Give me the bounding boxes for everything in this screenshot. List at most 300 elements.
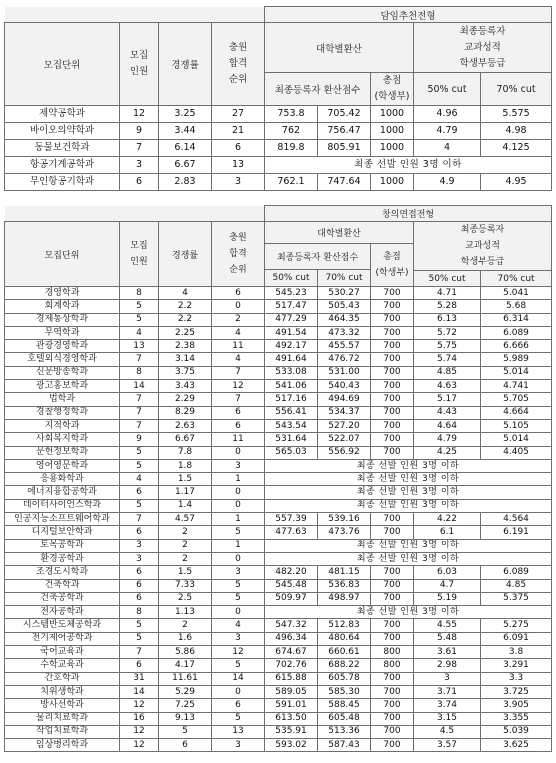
- cut50-cell: 762: [265, 123, 318, 140]
- grade-cut70-cell: 5.68: [481, 300, 552, 313]
- unit-cell: 관광경영학과: [5, 340, 120, 353]
- grade-cut70-cell: 5.014: [481, 366, 552, 379]
- table-row: [5, 513, 552, 526]
- rank-cell: 7: [212, 393, 265, 406]
- quota-cell: 8: [120, 366, 159, 379]
- quota-cell: 5: [120, 619, 159, 632]
- cut70-cell: 756.47: [318, 123, 371, 140]
- total-cell: 1000: [371, 140, 414, 157]
- total-cell: 700: [371, 632, 414, 645]
- table-row: [5, 157, 552, 174]
- header-unit: 모집단위: [5, 23, 120, 106]
- quota-cell: 5: [120, 459, 159, 472]
- ratio-cell: 9.13: [159, 712, 212, 725]
- grade-cut50-cell: 4.79: [414, 123, 481, 140]
- grade-cut70-cell: 4.405: [481, 446, 552, 459]
- quota-cell: 6: [120, 526, 159, 539]
- ratio-cell: 3.43: [159, 380, 212, 393]
- grade-cut50-cell: 3.74: [414, 699, 481, 712]
- grade-cut70-cell: 4.564: [481, 513, 552, 526]
- quota-cell: 6: [120, 592, 159, 605]
- table-row: [5, 123, 552, 140]
- quota-cell: 12: [120, 739, 159, 752]
- table-row: [5, 419, 552, 432]
- grade-cut70-cell: 4.125: [481, 140, 552, 157]
- grade-cut70-cell: 5.989: [481, 353, 552, 366]
- cut50-cell: 491.64: [265, 353, 318, 366]
- unit-cell: 호텔외식경영학과: [5, 353, 120, 366]
- grade-cut50-cell: 4.96: [414, 106, 481, 123]
- total-cell: 700: [371, 419, 414, 432]
- cut50-cell: 477.29: [265, 313, 318, 326]
- blank-header: [5, 206, 265, 222]
- table-row: [5, 552, 552, 565]
- unit-cell: 작업치료학과: [5, 725, 120, 738]
- table-creative-interview: [4, 205, 552, 752]
- grade-cut50-cell: 5.72: [414, 326, 481, 339]
- grade-cut50-cell: 5.75: [414, 340, 481, 353]
- grade-cut50-cell: 6.1: [414, 526, 481, 539]
- rank-cell: 0: [212, 446, 265, 459]
- quota-cell: 6: [120, 566, 159, 579]
- cut50-cell: 753.8: [265, 106, 318, 123]
- ratio-cell: 2.38: [159, 340, 212, 353]
- cut70-cell: 539.16: [318, 513, 371, 526]
- cut70-cell: 464.35: [318, 313, 371, 326]
- total-cell: 700: [371, 326, 414, 339]
- total-cell: 1000: [371, 123, 414, 140]
- rank-cell: 4: [212, 619, 265, 632]
- grade-cut50-cell: 4: [414, 140, 481, 157]
- grade-cut50-cell: 5.17: [414, 393, 481, 406]
- cut70-cell: 513.36: [318, 725, 371, 738]
- cut50-cell: 517.16: [265, 393, 318, 406]
- header-cut70: 70% cut: [318, 269, 371, 287]
- cut50-cell: 593.02: [265, 739, 318, 752]
- table-row: [5, 672, 552, 685]
- rank-cell: 0: [212, 606, 265, 619]
- ratio-cell: 2: [159, 552, 212, 565]
- unit-cell: 전기제어공학과: [5, 632, 120, 645]
- unit-cell: 물리치료학과: [5, 712, 120, 725]
- table-row: [5, 632, 552, 645]
- quota-cell: 14: [120, 685, 159, 698]
- unit-cell: 임상병리학과: [5, 739, 120, 752]
- unit-cell: 법학과: [5, 393, 120, 406]
- quota-cell: 7: [120, 140, 159, 157]
- quota-cell: 14: [120, 380, 159, 393]
- quota-cell: 13: [120, 340, 159, 353]
- cut50-cell: 545.23: [265, 287, 318, 300]
- cut50-cell: 589.05: [265, 685, 318, 698]
- note-cell: 최종 선발 인원 3명 이하: [265, 473, 552, 486]
- rank-cell: 3: [212, 459, 265, 472]
- total-cell: 700: [371, 353, 414, 366]
- note-cell: 최종 선발 인원 3명 이하: [265, 539, 552, 552]
- quota-cell: 5: [120, 313, 159, 326]
- header-grade-cut70: 70% cut: [481, 73, 552, 106]
- total-cell: 700: [371, 685, 414, 698]
- ratio-cell: 7.25: [159, 699, 212, 712]
- grade-cut50-cell: 4.64: [414, 419, 481, 432]
- grade-cut50-cell: 5.74: [414, 353, 481, 366]
- total-cell: 700: [371, 739, 414, 752]
- header-total-text: 총점 (학생부): [375, 252, 409, 278]
- unit-cell: 건축공학과: [5, 592, 120, 605]
- quota-cell: 7: [120, 393, 159, 406]
- unit-cell: 경찰행정학과: [5, 406, 120, 419]
- rank-cell: 0: [212, 685, 265, 698]
- grade-cut50-cell: 4.22: [414, 513, 481, 526]
- unit-cell: 간호학과: [5, 672, 120, 685]
- cut50-cell: 496.34: [265, 632, 318, 645]
- header-rank: [212, 222, 265, 287]
- note-cell: 최종 선발 인원 3명 이하: [265, 499, 552, 512]
- cut50-cell: 477.63: [265, 526, 318, 539]
- cut70-cell: 505.43: [318, 300, 371, 313]
- rank-cell: 21: [212, 123, 265, 140]
- grade-cut50-cell: 4.71: [414, 287, 481, 300]
- rank-cell: 13: [212, 725, 265, 738]
- grade-cut50-cell: 6.13: [414, 313, 481, 326]
- ratio-cell: 1.5: [159, 566, 212, 579]
- total-cell: 700: [371, 287, 414, 300]
- rank-cell: 5: [212, 712, 265, 725]
- grade-cut70-cell: 5.375: [481, 592, 552, 605]
- cut50-cell: 819.8: [265, 140, 318, 157]
- unit-cell: 영어영문학과: [5, 459, 120, 472]
- grade-cut70-cell: 6.666: [481, 340, 552, 353]
- total-cell: 700: [371, 406, 414, 419]
- ratio-cell: 4.17: [159, 659, 212, 672]
- unit-cell: 사회복지학과: [5, 433, 120, 446]
- cut70-cell: 556.92: [318, 446, 371, 459]
- unit-cell: 경제통상학과: [5, 313, 120, 326]
- rank-cell: 0: [212, 300, 265, 313]
- grade-cut70-cell: 6.191: [481, 526, 552, 539]
- grade-cut50-cell: 5.19: [414, 592, 481, 605]
- cut70-cell: 705.42: [318, 106, 371, 123]
- cut70-cell: 587.43: [318, 739, 371, 752]
- quota-cell: 16: [120, 712, 159, 725]
- unit-cell: 바이오의약학과: [5, 123, 120, 140]
- grade-cut70-cell: 5.041: [481, 287, 552, 300]
- header-grade-text: 최종등록자 교과성적 학생부등급: [460, 225, 505, 267]
- header-final-converted: 최종등록자 환산점수: [265, 73, 371, 106]
- cut70-cell: 480.64: [318, 632, 371, 645]
- cut70-cell: 527.20: [318, 419, 371, 432]
- header-quota-text: 모집 인원: [129, 50, 149, 77]
- header-grade-cut50: 50% cut: [414, 73, 481, 106]
- ratio-cell: 2.2: [159, 313, 212, 326]
- quota-cell: 7: [120, 513, 159, 526]
- grade-cut70-cell: 5.014: [481, 433, 552, 446]
- cut50-cell: 531.64: [265, 433, 318, 446]
- ratio-cell: 1.6: [159, 632, 212, 645]
- ratio-cell: 1.17: [159, 486, 212, 499]
- ratio-cell: 7.33: [159, 579, 212, 592]
- rank-cell: 6: [212, 140, 265, 157]
- unit-cell: 지적학과: [5, 419, 120, 432]
- cut50-cell: 615.88: [265, 672, 318, 685]
- unit-cell: 신문방송학과: [5, 366, 120, 379]
- cut50-cell: 491.54: [265, 326, 318, 339]
- grade-cut50-cell: 5.28: [414, 300, 481, 313]
- ratio-cell: 2.83: [159, 174, 212, 191]
- quota-cell: 3: [120, 157, 159, 174]
- unit-cell: 조경도시학과: [5, 566, 120, 579]
- grade-cut70-cell: 3.625: [481, 739, 552, 752]
- header-grade-text: 최종등록자 교과성적 학생부등급: [459, 25, 506, 69]
- table-row: [5, 353, 552, 366]
- cut50-cell: 547.32: [265, 619, 318, 632]
- grade-cut70-cell: 6.089: [481, 326, 552, 339]
- table-row: [5, 313, 552, 326]
- quota-cell: 5: [120, 499, 159, 512]
- table-row: [5, 140, 552, 157]
- unit-cell: 전자공학과: [5, 606, 120, 619]
- note-cell: 최종 선발 인원 3명 이하: [265, 486, 552, 499]
- grade-cut70-cell: 5.105: [481, 419, 552, 432]
- note-cell: 최종 선발 인원 3명 이하: [265, 459, 552, 472]
- rank-cell: 3: [212, 632, 265, 645]
- ratio-cell: 5: [159, 725, 212, 738]
- unit-cell: 무인항공기학과: [5, 174, 120, 191]
- header-grade-cut70: 70% cut: [481, 271, 552, 287]
- total-cell: 700: [371, 699, 414, 712]
- total-cell: 700: [371, 672, 414, 685]
- unit-cell: 시스템반도체공학과: [5, 619, 120, 632]
- grade-cut70-cell: 3.291: [481, 659, 552, 672]
- total-cell: 700: [371, 619, 414, 632]
- cut70-cell: 660.61: [318, 646, 371, 659]
- unit-cell: 국어교육과: [5, 646, 120, 659]
- rank-cell: 3: [212, 174, 265, 191]
- header-total-text: 총점 (학생부): [374, 75, 410, 102]
- quota-cell: 5: [120, 446, 159, 459]
- rank-cell: 1: [212, 513, 265, 526]
- note-cell: 최종 선발 인원 3명 이하: [265, 606, 552, 619]
- grade-cut50-cell: 4.43: [414, 406, 481, 419]
- cut50-cell: 535.91: [265, 725, 318, 738]
- cut50-cell: 762.1: [265, 174, 318, 191]
- rank-cell: 14: [212, 672, 265, 685]
- header-quota: [120, 222, 159, 287]
- rank-cell: 11: [212, 433, 265, 446]
- cut70-cell: 473.32: [318, 326, 371, 339]
- ratio-cell: 1.4: [159, 499, 212, 512]
- quota-cell: 12: [120, 725, 159, 738]
- rank-cell: 13: [212, 157, 265, 174]
- grade-cut70-cell: 4.85: [481, 579, 552, 592]
- table-row: [5, 174, 552, 191]
- cut70-cell: 473.76: [318, 526, 371, 539]
- ratio-cell: 2.29: [159, 393, 212, 406]
- grade-cut70-cell: 3.905: [481, 699, 552, 712]
- cut50-cell: 556.41: [265, 406, 318, 419]
- header-converted: 대학별환산: [265, 23, 414, 73]
- unit-cell: 디지털보안학과: [5, 526, 120, 539]
- table-teacher-recommendation: [4, 6, 552, 191]
- ratio-cell: 3.44: [159, 123, 212, 140]
- unit-cell: 에너지융합공학과: [5, 486, 120, 499]
- header-rank-text: 충원 합격 순위: [229, 233, 247, 275]
- quota-cell: 8: [120, 287, 159, 300]
- table-row: [5, 659, 552, 672]
- rank-cell: 1: [212, 539, 265, 552]
- total-cell: 700: [371, 526, 414, 539]
- ratio-cell: 2: [159, 619, 212, 632]
- table-row: [5, 380, 552, 393]
- rank-cell: 5: [212, 579, 265, 592]
- header-ratio: 경쟁률: [159, 222, 212, 287]
- grade-cut50-cell: 4.7: [414, 579, 481, 592]
- table-row: [5, 539, 552, 552]
- quota-cell: 6: [120, 579, 159, 592]
- total-cell: 700: [371, 566, 414, 579]
- ratio-cell: 2: [159, 526, 212, 539]
- grade-cut70-cell: 5.275: [481, 619, 552, 632]
- total-cell: 1000: [371, 174, 414, 191]
- quota-cell: 8: [120, 606, 159, 619]
- ratio-cell: 11.61: [159, 672, 212, 685]
- quota-cell: 5: [120, 632, 159, 645]
- ratio-cell: 4.57: [159, 513, 212, 526]
- unit-cell: 항공기계공학과: [5, 157, 120, 174]
- grade-cut50-cell: 3.71: [414, 685, 481, 698]
- quota-cell: 7: [120, 406, 159, 419]
- cut50-cell: 543.54: [265, 419, 318, 432]
- total-cell: 1000: [371, 106, 414, 123]
- table-row: [5, 646, 552, 659]
- rank-cell: 27: [212, 106, 265, 123]
- grade-cut70-cell: 3.355: [481, 712, 552, 725]
- table-row: [5, 685, 552, 698]
- cut70-cell: 481.15: [318, 566, 371, 579]
- rank-cell: 4: [212, 353, 265, 366]
- grade-cut70-cell: 4.95: [481, 174, 552, 191]
- table-row: [5, 340, 552, 353]
- unit-cell: 동물보건학과: [5, 140, 120, 157]
- cut70-cell: 585.30: [318, 685, 371, 698]
- ratio-cell: 3.14: [159, 353, 212, 366]
- quota-cell: 7: [120, 419, 159, 432]
- ratio-cell: 4: [159, 287, 212, 300]
- cut50-cell: 545.48: [265, 579, 318, 592]
- ratio-cell: 1.13: [159, 606, 212, 619]
- quota-cell: 3: [120, 539, 159, 552]
- table-row: [5, 446, 552, 459]
- cut70-cell: 455.57: [318, 340, 371, 353]
- cut50-cell: 482.20: [265, 566, 318, 579]
- cut70-cell: 512.83: [318, 619, 371, 632]
- total-cell: 700: [371, 579, 414, 592]
- table-row: [5, 366, 552, 379]
- ratio-cell: 1.8: [159, 459, 212, 472]
- unit-cell: 환경공학과: [5, 552, 120, 565]
- total-cell: 700: [371, 393, 414, 406]
- quota-cell: 6: [120, 486, 159, 499]
- quota-cell: 6: [120, 659, 159, 672]
- quota-cell: 12: [120, 106, 159, 123]
- rank-cell: 2: [212, 313, 265, 326]
- cut70-cell: 588.45: [318, 699, 371, 712]
- rank-cell: 0: [212, 486, 265, 499]
- table-row: [5, 300, 552, 313]
- unit-cell: 방사선학과: [5, 699, 120, 712]
- table-row: [5, 725, 552, 738]
- grade-cut70-cell: 3.3: [481, 672, 552, 685]
- cut70-cell: 540.43: [318, 380, 371, 393]
- ratio-cell: 5.29: [159, 685, 212, 698]
- quota-cell: 4: [120, 326, 159, 339]
- grade-cut50-cell: 2.98: [414, 659, 481, 672]
- ratio-cell: 3.25: [159, 106, 212, 123]
- grade-cut70-cell: 6.089: [481, 566, 552, 579]
- total-cell: 700: [371, 300, 414, 313]
- ratio-cell: 2: [159, 539, 212, 552]
- header-total: [371, 73, 414, 106]
- cut70-cell: 536.83: [318, 579, 371, 592]
- header-ratio: 경쟁률: [159, 23, 212, 106]
- grade-cut70-cell: 6.314: [481, 313, 552, 326]
- unit-cell: 제약공학과: [5, 106, 120, 123]
- quota-cell: 12: [120, 699, 159, 712]
- unit-cell: 건축학과: [5, 579, 120, 592]
- table-row: [5, 473, 552, 486]
- quota-cell: 3: [120, 552, 159, 565]
- rank-cell: 6: [212, 287, 265, 300]
- rank-cell: 12: [212, 380, 265, 393]
- rank-cell: 1: [212, 473, 265, 486]
- ratio-cell: 2.63: [159, 419, 212, 432]
- table-title: 창의면접전형: [265, 206, 552, 222]
- note-cell: 최종 선발 인원 3명 이하: [265, 552, 552, 565]
- cut70-cell: 498.97: [318, 592, 371, 605]
- table-row: [5, 406, 552, 419]
- grade-cut70-cell: 3.8: [481, 646, 552, 659]
- total-cell: 700: [371, 313, 414, 326]
- table-row: [5, 606, 552, 619]
- blank-header: [5, 7, 265, 23]
- unit-cell: 경영학과: [5, 287, 120, 300]
- unit-cell: 회계학과: [5, 300, 120, 313]
- quota-cell: 6: [120, 174, 159, 191]
- cut50-cell: 557.39: [265, 513, 318, 526]
- table-row: [5, 712, 552, 725]
- table-row: [5, 459, 552, 472]
- grade-cut50-cell: 3.15: [414, 712, 481, 725]
- cut50-cell: 591.01: [265, 699, 318, 712]
- cut50-cell: 533.08: [265, 366, 318, 379]
- unit-cell: 광고홍보학과: [5, 380, 120, 393]
- cut50-cell: 541.06: [265, 380, 318, 393]
- cut50-cell: 674.67: [265, 646, 318, 659]
- table-row: [5, 592, 552, 605]
- ratio-cell: 7.8: [159, 446, 212, 459]
- rank-cell: 5: [212, 526, 265, 539]
- header-rank-text: 충원 합격 순위: [228, 42, 248, 85]
- cut70-cell: 747.64: [318, 174, 371, 191]
- grade-cut50-cell: 4.85: [414, 366, 481, 379]
- rank-cell: 0: [212, 552, 265, 565]
- grade-cut70-cell: 5.705: [481, 393, 552, 406]
- rank-cell: 11: [212, 340, 265, 353]
- unit-cell: 토목공학과: [5, 539, 120, 552]
- quota-cell: 31: [120, 672, 159, 685]
- table-row: [5, 619, 552, 632]
- unit-cell: 응용화학과: [5, 473, 120, 486]
